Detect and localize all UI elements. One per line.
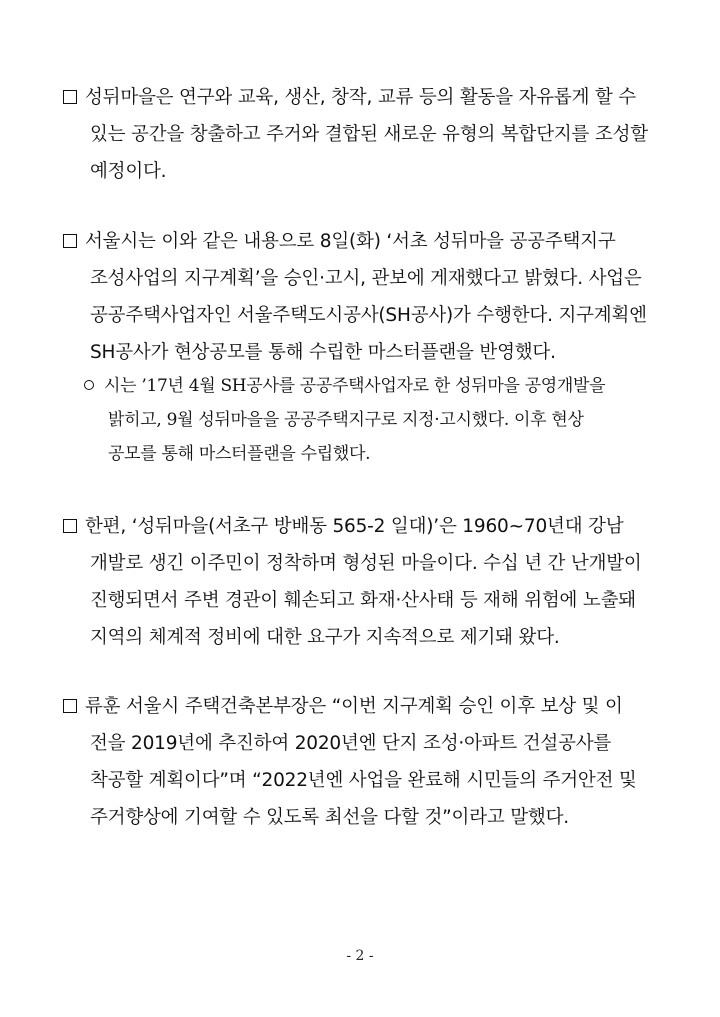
paragraph-line: 전을 2019년에 추진하여 2020년엔 단지 조성·아파트 건설공사를 xyxy=(90,733,612,754)
checkbox-bullet-icon xyxy=(63,90,77,104)
page-number: - 2 - xyxy=(346,948,374,964)
circle-bullet-icon xyxy=(84,380,94,390)
sub-bullet-line: 시는 ’17년 4월 SH공사를 공공주택사업자로 한 성뒤마을 공영개발을 xyxy=(104,376,606,396)
paragraph-line: 예정이다. xyxy=(90,161,167,182)
paragraph-line: 주거향상에 기여할 수 있도록 최선을 다할 것”이라고 말했다. xyxy=(90,807,569,828)
paragraph-line: 개발로 생긴 이주민이 정착하며 형성된 마을이다. 수십 년 간 난개발이 xyxy=(90,553,642,574)
paragraph-line: 공공주택사업자인 서울주택도시공사(SH공사)가 수행한다. 지구계획엔 xyxy=(90,305,647,326)
paragraph-line: SH공사가 현상공모를 통해 수립한 마스터플랜을 반영했다. xyxy=(90,342,556,363)
paragraph-line: 류훈 서울시 주택건축본부장은 “이번 지구계획 승인 이후 보상 및 이 xyxy=(85,696,623,717)
checkbox-bullet-icon xyxy=(63,234,77,248)
paragraph-line: 착공할 계획이다”며 “2022년엔 사업을 완료해 시민들의 주거안전 및 xyxy=(90,770,637,791)
sub-bullet-line: 밝히고, 9월 성뒤마을을 공공주택지구로 지정·고시했다. 이후 현상 xyxy=(108,410,584,430)
paragraph-line: 서울시는 이와 같은 내용으로 8일(화) ‘서초 성뒤마을 공공주택지구 xyxy=(85,231,616,252)
paragraph-line: 조성사업의 지구계획’을 승인·고시, 관보에 게재했다고 밝혔다. 사업은 xyxy=(90,268,642,289)
paragraph-line: 성뒤마을은 연구와 교육, 생산, 창작, 교류 등의 활동을 자유롭게 할 수 xyxy=(85,87,636,108)
paragraph-line: 진행되면서 주변 경관이 훼손되고 화재·산사태 등 재해 위험에 노출돼 xyxy=(90,590,636,611)
sub-bullet-line: 공모를 통해 마스터플랜을 수립했다. xyxy=(108,444,371,464)
checkbox-bullet-icon xyxy=(63,699,77,713)
checkbox-bullet-icon xyxy=(63,519,77,533)
paragraph-line: 지역의 체계적 정비에 대한 요구가 지속적으로 제기돼 왔다. xyxy=(90,627,560,648)
paragraph-line: 있는 공간을 창출하고 주거와 결합된 새로운 유형의 복합단지를 조성할 xyxy=(90,124,648,145)
paragraph-line: 한편, ‘성뒤마을(서초구 방배동 565-2 일대)’은 1960~70년대 강남 xyxy=(85,516,624,537)
